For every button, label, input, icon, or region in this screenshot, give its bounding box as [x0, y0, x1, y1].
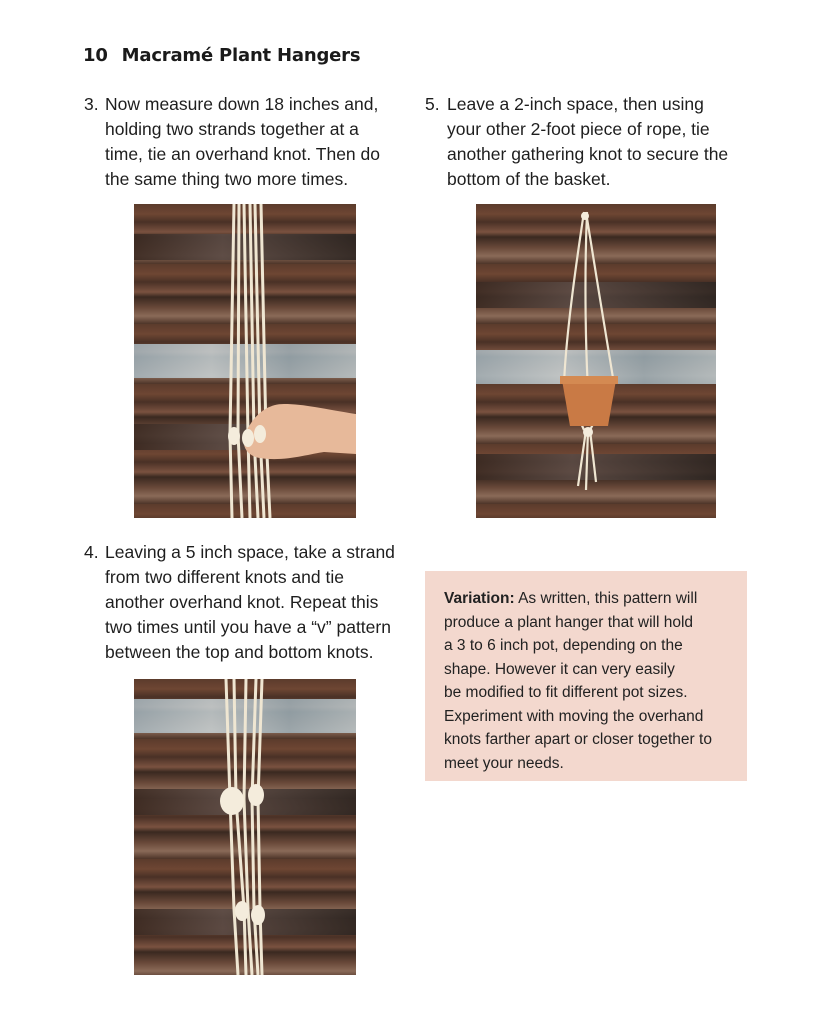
variation-callout [425, 571, 747, 781]
step-text-line: Now measure down 18 inches and, [105, 94, 379, 114]
step-text-line: from two different knots and tie [105, 567, 344, 587]
step-number: 5. [425, 94, 440, 114]
step-4 [84, 540, 395, 665]
variation-line: knots farther apart or closer together to [444, 731, 712, 748]
step-text-line: another overhand knot. Repeat this [105, 592, 379, 612]
photo-v-pattern [134, 679, 356, 975]
variation-line [444, 587, 731, 611]
step-text-line: between the top and bottom knots. [105, 642, 374, 662]
photo-finished-basket [476, 204, 716, 518]
step-text-line: another gathering knot to secure the [447, 144, 729, 164]
step-number: 3. [84, 94, 99, 114]
page-header [83, 45, 360, 66]
variation-line: shape. However it can very easily [444, 660, 675, 678]
variation-text: As written, this pattern will [518, 590, 698, 607]
variation-line: be modified to fit different pot sizes. [444, 684, 688, 701]
rope-illustration [134, 679, 356, 975]
step-text-line: bottom of the basket. [447, 169, 611, 189]
step-number: 4. [84, 542, 99, 562]
variation-label: Variation: [444, 590, 515, 607]
photo-overhand-knots [134, 204, 356, 518]
step-5 [425, 92, 728, 192]
page-number: 10 [83, 45, 108, 66]
step-text-line: two times until you have a “v” pattern [105, 617, 391, 637]
pot-shape [562, 380, 616, 426]
variation-line: a 3 to 6 inch pot, depending on the [444, 637, 683, 654]
step-text-line: Leaving a 5 inch space, take a strand [105, 542, 395, 562]
variation-line: Experiment with moving the overhand [444, 707, 704, 725]
step-text-line: Leave a 2-inch space, then using [447, 94, 704, 114]
step-text-line: the same thing two more times. [105, 169, 349, 189]
variation-line: produce a plant hanger that will hold [444, 613, 694, 631]
step-3 [84, 92, 380, 192]
step-text-line: your other 2-foot piece of rope, tie [447, 119, 710, 139]
step-text-line: holding two strands together at a [105, 119, 359, 139]
hanger-illustration [476, 204, 716, 518]
rope-illustration [134, 204, 356, 518]
variation-line: meet your needs. [444, 754, 564, 772]
chapter-title: Macramé Plant Hangers [121, 45, 361, 66]
step-text-line: time, tie an overhand knot. Then do [105, 144, 380, 164]
